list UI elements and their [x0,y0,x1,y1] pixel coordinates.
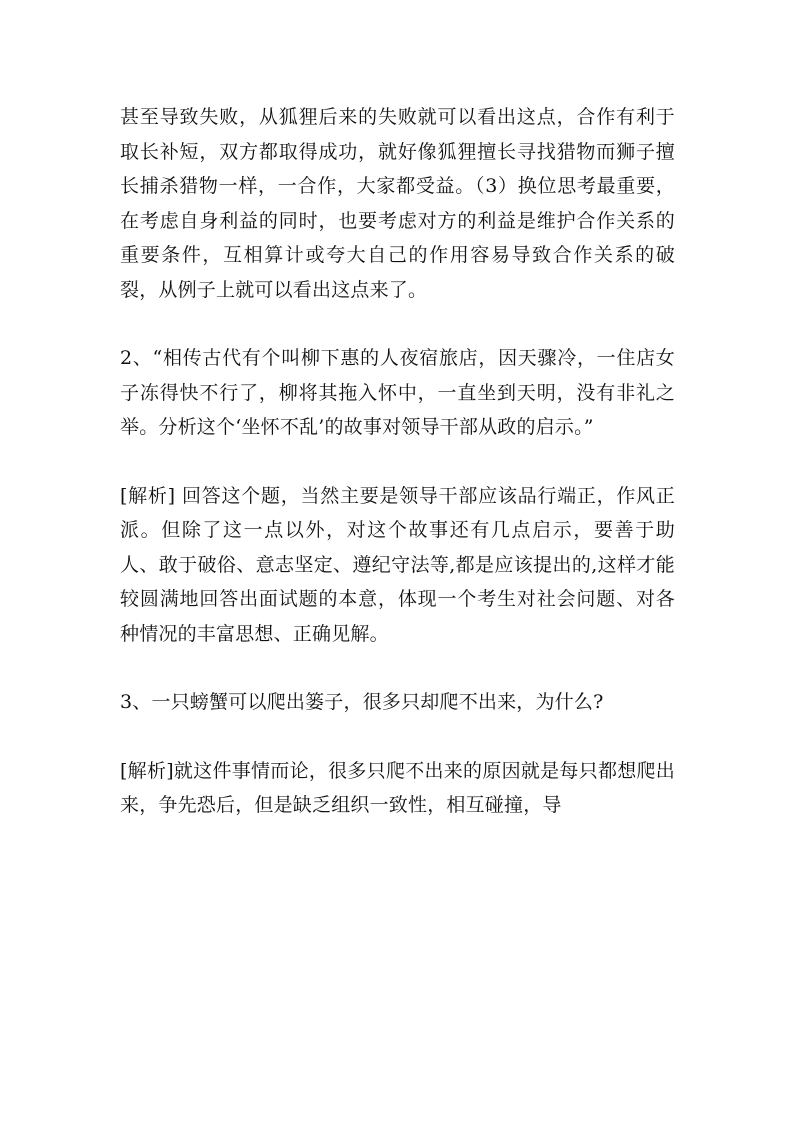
paragraph-cooperation-analysis: 甚至导致失败，从狐狸后来的失败就可以看出这点，合作有利于取长补短，双方都取得成功，就好像狐狸擅长寻找猎物而狮子擅长捕杀猎物一样，一合作，大家都受益。（3）换位思考最重要，在考虑自身利益的同时，也要考虑对方的利益是维护合作关系的重要条件，互相算计或夸大自己的作用容易导致合作关系的破裂，从例子上就可以看出这点来了。 [120,106,675,301]
paragraph-answer-3: [解析]就这件事情而论，很多只爬不出来的原因就是每只都想爬出来，争先恐后，但是缺乏组织一致性，相互碰撞，导 [120,759,675,816]
paragraph-answer-2: [解析] 回答这个题，当然主要是领导干部应该品行端正，作风正派。但除了这一点以外，对这个故事还有几点启示，要善于助人、敢于破俗、意志坚定、遵纪守法等,都是应该提出的,这样才能较圆满地回答出面试题的本意，体现一个考生对社会问题、对各种情况的丰富思想、正确见解。 [120,484,675,645]
document-page [120,100,675,823]
paragraph-question-2: 2、“相传古代有个叫柳下惠的人夜宿旅店，因天骤冷，一住店女子冻得快不行了，柳将其拖入怀中，一直坐到天明，没有非礼之举。分析这个‘坐怀不乱’的故事对领导干部从政的启示。” [120,347,675,438]
paragraph-question-3: 3、一只螃蟹可以爬出篓子，很多只却爬不出来，为什么? [120,691,604,713]
